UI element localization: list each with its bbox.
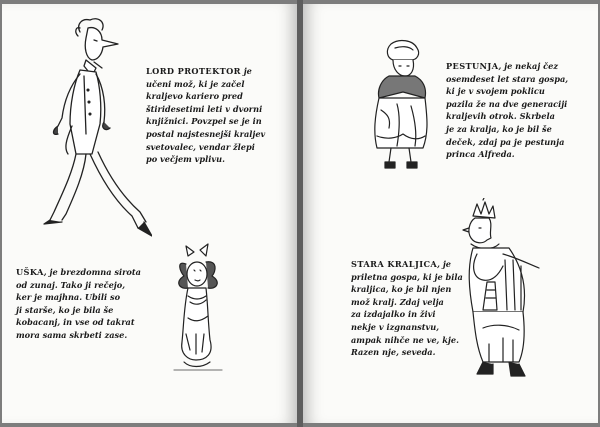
pestunja-line-2: osemdeset let stara gospa,	[446, 73, 569, 84]
pestunja-illustration	[363, 38, 443, 172]
pestunja-line-5: kraljevih otrok. Skrbela	[446, 111, 555, 122]
pestunja-line-1: , je nekaj čez	[498, 61, 558, 71]
uska-line-1: , je brezdomna sirota	[43, 267, 141, 277]
uska-illustration	[166, 242, 246, 377]
stara-kraljica-illustration	[453, 198, 553, 380]
lord-line-5: knjižnici. Povzpel se je in	[146, 116, 262, 127]
lord-line-7: svetovalec, vendar žlepi	[146, 141, 255, 152]
pestunja-line-7: deček, zdaj pa je pestunja	[446, 136, 565, 147]
pestunja-line-3: ki je v svojem poklicu	[446, 86, 545, 97]
kraljica-line-8: Razen nje, seveda.	[351, 347, 436, 358]
lord-line-8: po večjem vplivu.	[146, 154, 225, 165]
kraljica-line-6: nekje v izgnanstvu,	[351, 321, 440, 332]
uska-line-2: od zunaj. Tako ji rečejo,	[16, 279, 126, 290]
pestunja-entry	[446, 60, 568, 161]
kraljica-line-2: priletna gospa, ki je bila	[351, 271, 463, 282]
uska-line-5: kobacanj, in vse od takrat	[16, 317, 135, 328]
stara-kraljica-name: STARA KRALJICA	[351, 259, 438, 269]
pestunja-line-6: je za kralja, ko je bil še	[446, 123, 552, 134]
kraljica-line-5: za izdajalko in živi	[351, 309, 436, 320]
kraljica-line-1: , je	[437, 259, 451, 269]
kraljica-line-4: mož kralj. Zdaj velja	[351, 296, 444, 307]
uska-line-3: ker je majhna. Ubili so	[16, 292, 121, 303]
lord-line-4: štiridesetimi leti v dvorni	[146, 103, 263, 114]
uska-name: UŠKA	[16, 267, 44, 277]
kraljica-line-7: ampak nihče ne ve, kje.	[351, 334, 459, 345]
lord-line-1: je	[243, 66, 252, 76]
right-page	[303, 4, 598, 423]
pestunja-name: PESTUNJA	[446, 61, 499, 71]
lord-protector-name: LORD PROTEKTOR	[146, 66, 241, 76]
lord-line-6: postal najstesnejši kraljev	[146, 128, 266, 139]
kraljica-line-3: kraljica, ko je bil njen	[351, 284, 452, 295]
pestunja-line-8: princa Alfreda.	[446, 149, 515, 160]
uska-line-4: ji starše, ko je bila še	[16, 304, 114, 315]
lord-protector-illustration	[40, 14, 152, 244]
left-page	[2, 4, 297, 423]
pestunja-line-4: pazila že na dve generaciji	[446, 98, 568, 109]
stara-kraljica-entry	[351, 258, 463, 359]
lord-protector-entry	[146, 65, 265, 166]
uska-line-6: mora sama skrbeti zase.	[16, 329, 128, 340]
lord-line-2: učeni mož, ki je začel	[146, 78, 245, 89]
uska-entry	[16, 266, 141, 342]
lord-line-3: kraljevo kariero pred	[146, 91, 243, 102]
